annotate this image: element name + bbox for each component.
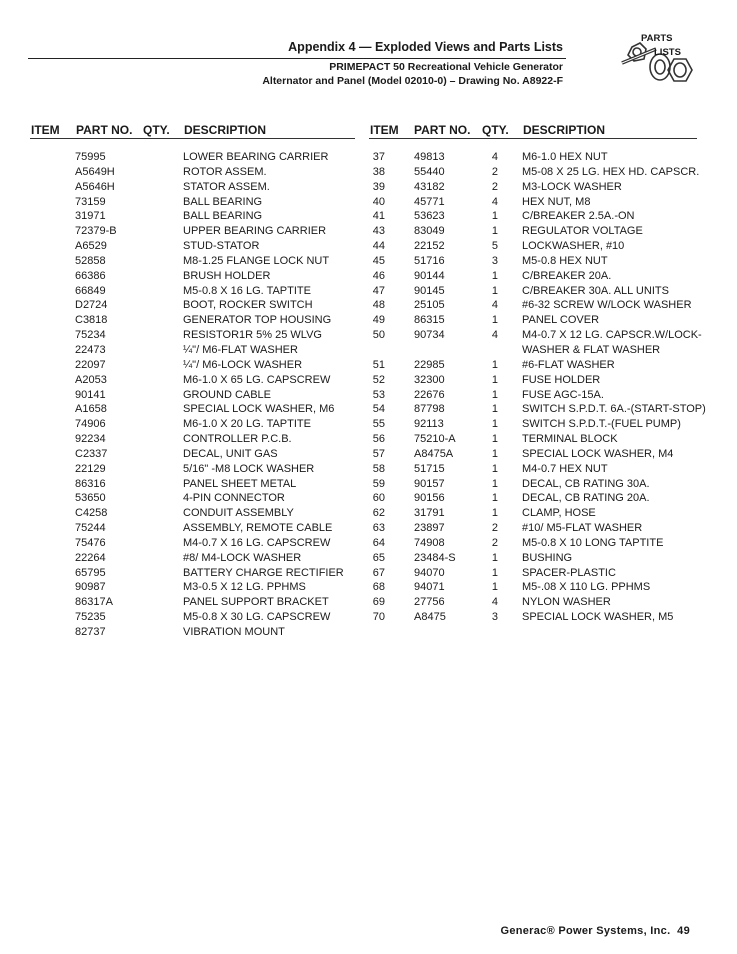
description: M6-1.0 HEX NUT	[522, 151, 608, 163]
item-number: 45	[372, 254, 385, 267]
description: STUD-STATOR	[183, 240, 260, 253]
description: M6-1.0 X 65 LG. CAPSCREW	[183, 373, 331, 386]
description: UPPER BEARING CARRIER	[183, 225, 327, 238]
table-row	[0, 225, 737, 240]
table-row	[0, 389, 737, 404]
description: #6-FLAT WASHER	[522, 358, 615, 371]
table-row	[0, 403, 737, 418]
part-number: A1658	[75, 403, 107, 416]
item-number: 55	[372, 418, 385, 431]
part-number: 75210-A	[414, 433, 456, 446]
part-number: 74906	[75, 418, 106, 431]
part-number: 25105	[414, 299, 445, 312]
description: M4-0.7 X 12 LG. CAPSCR.W/LOCK-	[522, 329, 702, 342]
part-number: 75234	[75, 329, 106, 342]
item-number: 67	[372, 566, 385, 579]
item-number: 50	[372, 329, 385, 342]
quantity: 1	[491, 269, 498, 282]
part-number: 90157	[414, 477, 445, 490]
right-header-qty: QTY.	[482, 123, 509, 137]
item-number: 64	[372, 536, 385, 549]
part-number: A6529	[75, 240, 107, 253]
part-number: 83049	[414, 225, 445, 238]
table-row	[0, 433, 737, 448]
quantity: 1	[491, 433, 498, 446]
quantity: 3	[491, 254, 498, 267]
description: M4-0.7 HEX NUT	[522, 462, 608, 475]
table-row	[0, 299, 737, 314]
product-title: PRIMEPACT 50 Recreational Vehicle Generator	[329, 61, 563, 73]
part-number: 90141	[75, 388, 106, 401]
part-number: 27756	[414, 596, 445, 609]
logo-text-lists: LISTS	[654, 47, 681, 58]
part-number: 94070	[414, 566, 445, 579]
quantity: 4	[491, 329, 498, 342]
item-number: 38	[372, 165, 385, 178]
quantity: 2	[491, 522, 498, 535]
table-row	[0, 611, 737, 626]
part-number: 51715	[414, 462, 445, 475]
left-header-part-no: PART NO.	[76, 123, 133, 137]
description: LOCKWASHER, #10	[522, 240, 625, 253]
description: CLAMP, HOSE	[522, 507, 596, 520]
description: BALL BEARING	[183, 210, 263, 223]
table-row	[0, 344, 737, 359]
part-number: 51716	[414, 254, 445, 267]
item-number: 58	[372, 462, 385, 475]
description: SPECIAL LOCK WASHER, M6	[183, 403, 335, 416]
description: ROTOR ASSEM.	[183, 165, 267, 178]
part-number: 53650	[75, 492, 106, 505]
description: SPECIAL LOCK WASHER, M5	[522, 611, 674, 624]
table-row	[0, 314, 737, 329]
item-number: 46	[372, 269, 385, 282]
description: SWITCH S.P.D.T. 6A.-(START-STOP)	[522, 403, 706, 416]
quantity: 1	[491, 388, 498, 401]
quantity: 4	[491, 151, 498, 163]
table-row	[0, 522, 737, 537]
part-number: 74908	[414, 536, 445, 549]
description: PANEL SUPPORT BRACKET	[183, 596, 329, 609]
part-number: 86316	[75, 477, 106, 490]
item-number: 53	[372, 388, 385, 401]
table-row	[0, 567, 737, 582]
quantity: 1	[491, 551, 498, 564]
quantity: 1	[491, 447, 498, 460]
description: BATTERY CHARGE RECTIFIER	[183, 566, 344, 579]
part-number: 75476	[75, 536, 106, 549]
part-number: A5646H	[75, 180, 115, 193]
description: C/BREAKER 30A. ALL UNITS	[522, 284, 669, 297]
description: M6-1.0 X 20 LG. TAPTITE	[183, 418, 311, 431]
description: ¼"/ M6-FLAT WASHER	[183, 343, 298, 356]
part-number: C4258	[75, 507, 108, 520]
description: #10/ M5-FLAT WASHER	[522, 522, 643, 535]
page-footer	[500, 925, 690, 937]
table-row	[0, 552, 737, 567]
table-row	[0, 581, 737, 596]
part-number: 22985	[414, 358, 445, 371]
part-number: C3818	[75, 314, 108, 327]
part-number: 82737	[75, 626, 106, 638]
description: DECAL, CB RATING 20A.	[522, 492, 650, 505]
description: PANEL SHEET METAL	[183, 477, 297, 490]
quantity: 1	[491, 373, 498, 386]
description: 5/16" -M8 LOCK WASHER	[183, 462, 315, 475]
table-row	[0, 210, 737, 225]
part-number: 75244	[75, 522, 106, 535]
item-number: 57	[372, 447, 385, 460]
description: SPACER-PLASTIC	[522, 566, 616, 579]
description: M5-08 X 25 LG. HEX HD. CAPSCR.	[522, 165, 700, 178]
right-parts-table	[0, 151, 737, 626]
part-number: A8475	[414, 611, 446, 624]
part-number: 43182	[414, 180, 445, 193]
description: M3-0.5 X 12 LG. PPHMS	[183, 581, 306, 594]
item-number: 48	[372, 299, 385, 312]
part-number: 66386	[75, 269, 106, 282]
item-number: 43	[372, 225, 385, 238]
description: #8/ M4-LOCK WASHER	[183, 551, 302, 564]
description: C/BREAKER 20A.	[522, 269, 612, 282]
description: LOWER BEARING CARRIER	[183, 151, 329, 163]
description: M5-0.8 HEX NUT	[522, 254, 608, 267]
description: M5-0.8 X 30 LG. CAPSCREW	[183, 611, 331, 624]
quantity: 2	[491, 165, 498, 178]
table-row	[0, 285, 737, 300]
part-number: 92234	[75, 433, 106, 446]
quantity: 1	[491, 566, 498, 579]
left-header-qty: QTY.	[143, 123, 170, 137]
part-number: 90734	[414, 329, 445, 342]
quantity: 1	[491, 507, 498, 520]
description: STATOR ASSEM.	[183, 180, 270, 193]
right-header-rule	[369, 138, 697, 139]
part-number: 87798	[414, 403, 445, 416]
part-number: D2724	[75, 299, 108, 312]
part-number: 22676	[414, 388, 445, 401]
part-number: 31791	[414, 507, 445, 520]
item-number: 54	[372, 403, 385, 416]
table-row	[0, 626, 360, 641]
quantity: 1	[491, 403, 498, 416]
part-number: 49813	[414, 151, 445, 163]
description: RESISTOR1R 5% 25 WLVG	[183, 329, 322, 342]
quantity: 1	[491, 462, 498, 475]
table-row	[0, 359, 737, 374]
table-row	[0, 537, 737, 552]
table-row	[0, 418, 737, 433]
quantity: 3	[491, 611, 498, 624]
description: GROUND CABLE	[183, 388, 272, 401]
part-number: 94071	[414, 581, 445, 594]
part-number: 53623	[414, 210, 445, 223]
table-row	[0, 329, 737, 344]
item-number: 65	[372, 551, 385, 564]
description: CONDUIT ASSEMBLY	[183, 507, 294, 520]
quantity: 4	[491, 195, 498, 208]
part-number: 92113	[414, 418, 444, 431]
table-row	[0, 240, 737, 255]
part-number: A8475A	[414, 447, 454, 460]
description: SWITCH S.P.D.T.-(FUEL PUMP)	[522, 418, 681, 431]
part-number: 22097	[75, 358, 106, 371]
table-row	[0, 448, 737, 463]
quantity: 1	[491, 284, 498, 297]
table-row	[0, 507, 737, 522]
left-header-rule	[30, 138, 355, 139]
description: #6-32 SCREW W/LOCK WASHER	[522, 299, 692, 312]
part-number: 22152	[414, 240, 445, 253]
quantity: 2	[491, 536, 498, 549]
description: PANEL COVER	[522, 314, 600, 327]
item-number: 62	[372, 507, 385, 520]
description: BUSHING	[522, 551, 573, 564]
description: BOOT, ROCKER SWITCH	[183, 299, 313, 312]
page-number: 49	[677, 925, 690, 937]
part-number: 22129	[75, 462, 106, 475]
description: M5-.08 X 110 LG. PPHMS	[522, 581, 651, 594]
part-number: 23897	[414, 522, 445, 535]
description: BALL BEARING	[183, 195, 263, 208]
logo-text-parts: PARTS	[641, 33, 673, 44]
item-number: 49	[372, 314, 385, 327]
quantity: 1	[491, 314, 498, 327]
item-number: 47	[372, 284, 385, 297]
part-number: 90144	[414, 269, 445, 282]
description: DECAL, UNIT GAS	[183, 447, 278, 460]
quantity: 2	[491, 180, 498, 193]
table-row	[0, 255, 737, 270]
description: 4-PIN CONNECTOR	[183, 492, 285, 505]
description: GENERATOR TOP HOUSING	[183, 314, 332, 327]
description: ¼"/ M6-LOCK WASHER	[183, 358, 303, 371]
table-row	[0, 596, 737, 611]
right-header-part-no: PART NO.	[414, 123, 471, 137]
item-number: 41	[372, 210, 385, 223]
item-number: 69	[372, 596, 385, 609]
item-number: 56	[372, 433, 385, 446]
item-number: 68	[372, 581, 385, 594]
part-number: 32300	[414, 373, 445, 386]
part-number: 23484-S	[414, 551, 456, 564]
description: ASSEMBLY, REMOTE CABLE	[183, 522, 333, 535]
quantity: 1	[491, 210, 498, 223]
part-number: 31971	[75, 210, 106, 223]
description: M5-0.8 X 16 LG. TAPTITE	[183, 284, 311, 297]
part-number: 90987	[75, 581, 106, 594]
table-row	[0, 196, 737, 211]
description: BRUSH HOLDER	[183, 269, 271, 282]
description: M8-1.25 FLANGE LOCK NUT	[183, 254, 330, 267]
table-row	[0, 151, 737, 166]
description: NYLON WASHER	[522, 596, 611, 609]
part-number: 90156	[414, 492, 445, 505]
part-number: 66849	[75, 284, 106, 297]
quantity: 1	[491, 581, 498, 594]
item-number: 37	[372, 151, 385, 163]
drawing-title: Alternator and Panel (Model 02010-0) – Drawing No. A8922-F	[262, 75, 563, 87]
description: M5-0.8 X 10 LONG TAPTITE	[522, 536, 664, 549]
description: FUSE AGC-15A.	[522, 388, 604, 401]
quantity: 4	[491, 596, 498, 609]
table-row	[0, 166, 737, 181]
part-number: 73159	[75, 195, 106, 208]
quantity: 1	[491, 492, 498, 505]
item-number: 63	[372, 522, 385, 535]
part-number: 65795	[75, 566, 106, 579]
part-number: A5649H	[75, 165, 115, 178]
part-number: 75235	[75, 611, 106, 624]
item-number: 70	[372, 611, 385, 624]
item-number: 51	[372, 358, 385, 371]
right-header-item: ITEM	[370, 123, 399, 137]
description: SPECIAL LOCK WASHER, M4	[522, 447, 674, 460]
item-number: 39	[372, 180, 385, 193]
item-number: 52	[372, 373, 385, 386]
part-number: 86315	[414, 314, 445, 327]
description: REGULATOR VOLTAGE	[522, 225, 643, 238]
description: C/BREAKER 2.5A.-ON	[522, 210, 635, 223]
description: HEX NUT, M8	[522, 195, 591, 208]
part-number: 45771	[414, 195, 445, 208]
header-rule	[28, 58, 566, 59]
left-header-item: ITEM	[31, 123, 60, 137]
item-number: 60	[372, 492, 385, 505]
appendix-title: Appendix 4 — Exploded Views and Parts Lists	[288, 40, 563, 54]
description: DECAL, CB RATING 30A.	[522, 477, 650, 490]
part-number: 72379-B	[75, 225, 117, 238]
quantity: 1	[491, 358, 498, 371]
table-row	[0, 463, 737, 478]
part-number: 22264	[75, 551, 106, 564]
table-row	[0, 270, 737, 285]
right-header-description: DESCRIPTION	[523, 123, 606, 137]
part-number: 22473	[75, 343, 106, 356]
quantity: 1	[491, 477, 498, 490]
table-row	[0, 478, 737, 493]
left-header-description: DESCRIPTION	[184, 123, 267, 137]
table-row	[0, 374, 737, 389]
part-number: 55440	[414, 165, 445, 178]
item-number: 44	[372, 240, 385, 253]
quantity: 5	[491, 240, 498, 253]
quantity: 1	[491, 225, 498, 238]
description: WASHER & FLAT WASHER	[522, 343, 661, 356]
part-number: 52858	[75, 254, 106, 267]
description: VIBRATION MOUNT	[183, 626, 285, 638]
part-number: 75995	[75, 151, 106, 163]
part-number: C2337	[75, 447, 108, 460]
description: CONTROLLER P.C.B.	[183, 433, 292, 446]
description: FUSE HOLDER	[522, 373, 601, 386]
footer-company: Generac® Power Systems, Inc.	[500, 925, 671, 937]
table-row	[0, 492, 737, 507]
part-number: A2053	[75, 373, 107, 386]
quantity: 1	[491, 418, 498, 431]
description: M4-0.7 X 16 LG. CAPSCREW	[183, 536, 331, 549]
item-number: 59	[372, 477, 385, 490]
description: M3-LOCK WASHER	[522, 180, 622, 193]
item-number: 40	[372, 195, 385, 208]
table-row	[0, 181, 737, 196]
part-number: 90145	[414, 284, 445, 297]
quantity: 4	[491, 299, 498, 312]
part-number: 86317A	[75, 596, 113, 609]
description: TERMINAL BLOCK	[522, 433, 618, 446]
